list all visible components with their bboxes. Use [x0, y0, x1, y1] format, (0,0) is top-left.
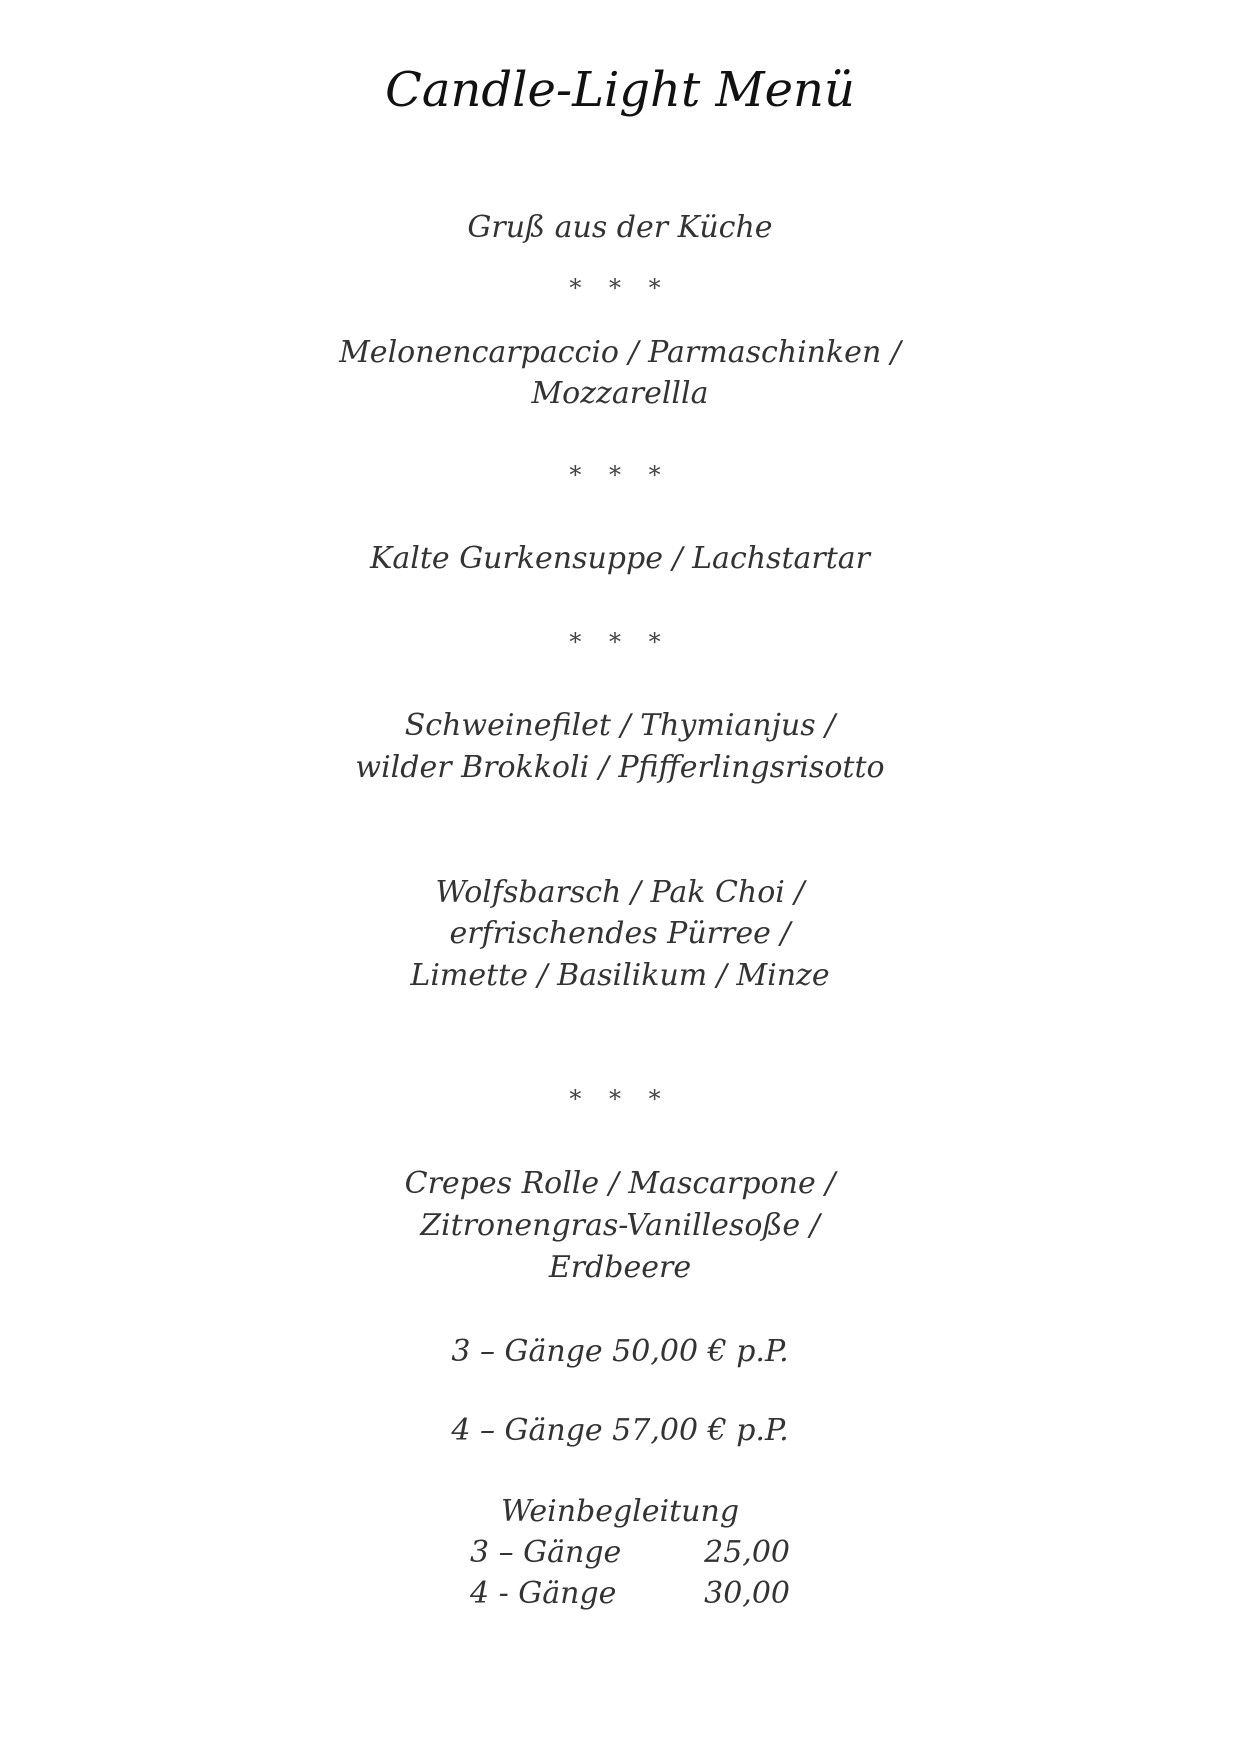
page-title: Candle-Light Menü: [385, 62, 855, 118]
wine-row: [0, 1574, 1240, 1614]
wine-row: [0, 1533, 1240, 1573]
separator: * * *: [569, 274, 671, 302]
main-fish-line-1: Wolfsbarsch / Pak Choi /: [435, 875, 805, 910]
wine-row-label: 3 – Gänge: [470, 1535, 622, 1570]
wine-row-label: 4 - Gänge: [470, 1576, 617, 1611]
dessert-line-1: Crepes Rolle / Mascarpone /: [404, 1166, 836, 1201]
dessert-line-3: Erdbeere: [548, 1250, 692, 1285]
separator: * * *: [569, 461, 671, 489]
soup-line-1: Kalte Gurkensuppe / Lachstartar: [369, 541, 871, 576]
main-fish-line-2: erfrischendes Pürree /: [449, 916, 791, 951]
wine-row-price: 25,00: [704, 1535, 790, 1570]
dessert-line-2: Zitronengras-Vanillesoße /: [420, 1208, 820, 1243]
wine-heading: Weinbegleitung: [500, 1494, 740, 1529]
separator: * * *: [569, 628, 671, 656]
price-three-courses: 3 – Gänge 50,00 € p.P.: [451, 1334, 789, 1369]
starter-line-1: Melonencarpaccio / Parmaschinken /: [339, 335, 901, 370]
price-four-courses: 4 – Gänge 57,00 € p.P.: [451, 1413, 789, 1448]
main-fish-line-3: Limette / Basilikum / Minze: [410, 958, 830, 993]
separator: * * *: [569, 1085, 671, 1113]
main-meat-line-1: Schweinefilet / Thymianjus /: [404, 708, 836, 743]
wine-row-price: 30,00: [704, 1576, 790, 1611]
greeting-heading: Gruß aus der Küche: [467, 210, 773, 245]
main-meat-line-2: wilder Brokkoli / Pfifferlingsrisotto: [355, 750, 885, 785]
starter-line-2: Mozzarellla: [531, 376, 709, 411]
